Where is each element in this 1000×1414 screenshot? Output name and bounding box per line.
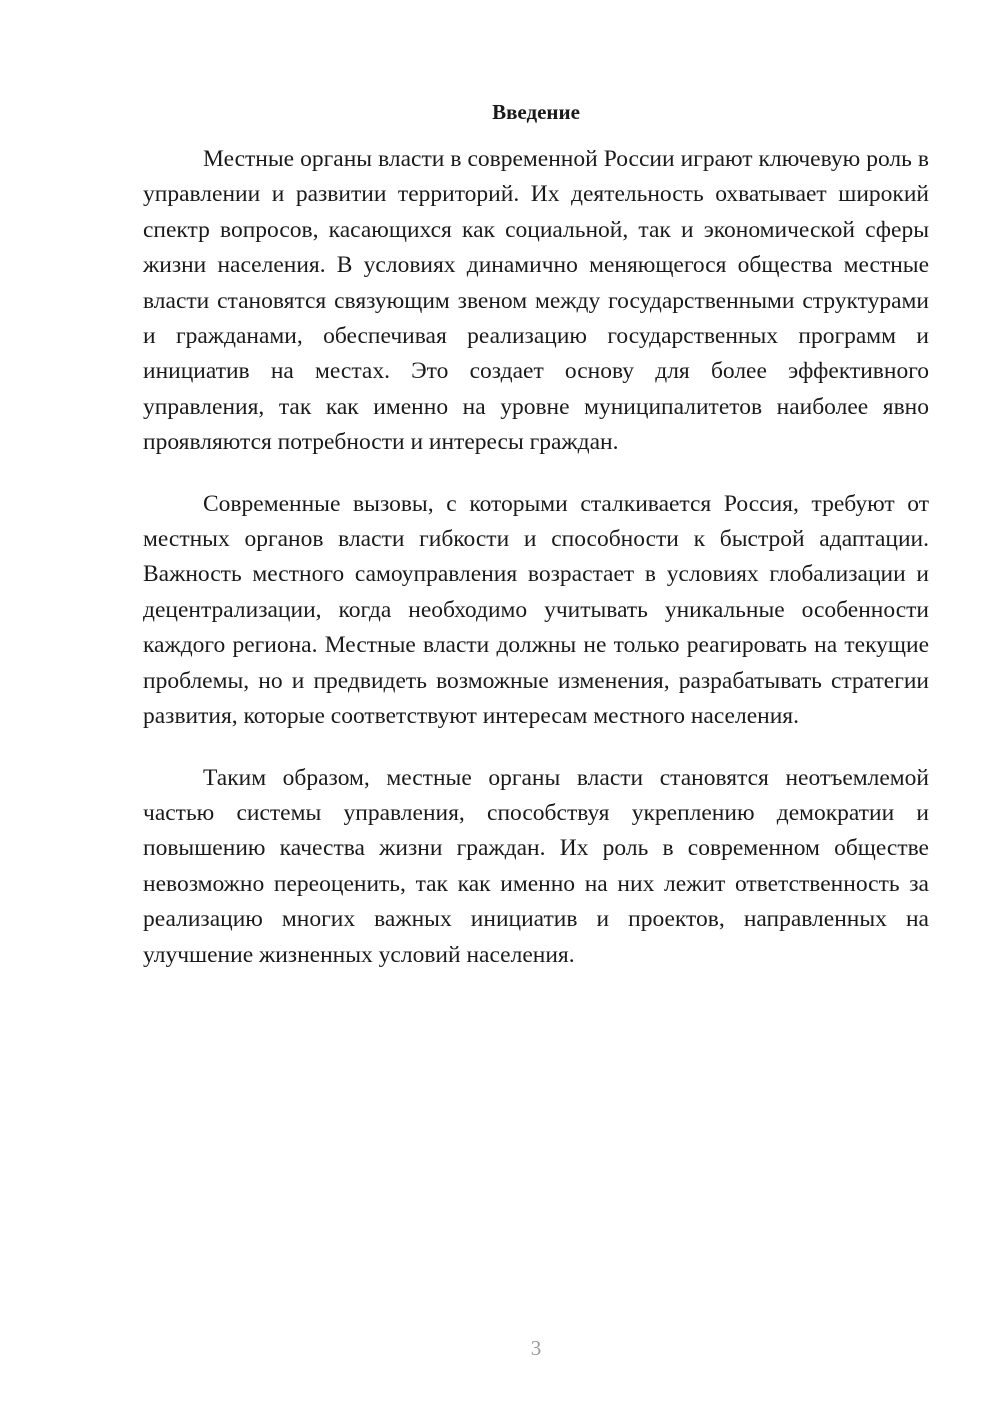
paragraph: Таким образом, местные органы власти становятся неотъемлемой частью системы управления, способствуя укреплению демократии и повышению качества жизни граждан. Их роль в современном обществе невозможно переоценить, так как именно на них лежит ответственность за реализацию многих важных инициатив и проектов, направленных на улучшение жизненных условий населения.: [143, 764, 929, 968]
page-number: 3: [530, 1336, 542, 1360]
paragraph: Местные органы власти в современной России играют ключевую роль в управлении и развитии территорий. Их деятельность охватывает широкий спектр вопросов, касающихся как социальной, так и экономической сферы жизни населения. В условиях динамично меняющегося общества местные власти становятся связующим звеном между государственными структурами и гражданами, обеспечивая реализацию государственных программ и инициатив на местах. Это создает основу для более эффективного управления, так как именно на уровне муниципалитетов наиболее явно проявляются потребности и интересы граждан.: [143, 146, 929, 456]
paragraph: Современные вызовы, с которыми сталкивается Россия, требуют от местных органов власти гибкости и способности к быстрой адаптации. Важность местного самоуправления возрастает в условиях глобализации и децентрализации, когда необходимо учитывать уникальные особенности каждого региона. Местные власти должны не только реагировать на текущие проблемы, но и предвидеть возможные изменения, разрабатывать стратегии развития, которые соответствуют интересам местного населения.: [143, 490, 929, 730]
section-heading: Введение: [492, 100, 580, 124]
body-text: [143, 142, 929, 999]
